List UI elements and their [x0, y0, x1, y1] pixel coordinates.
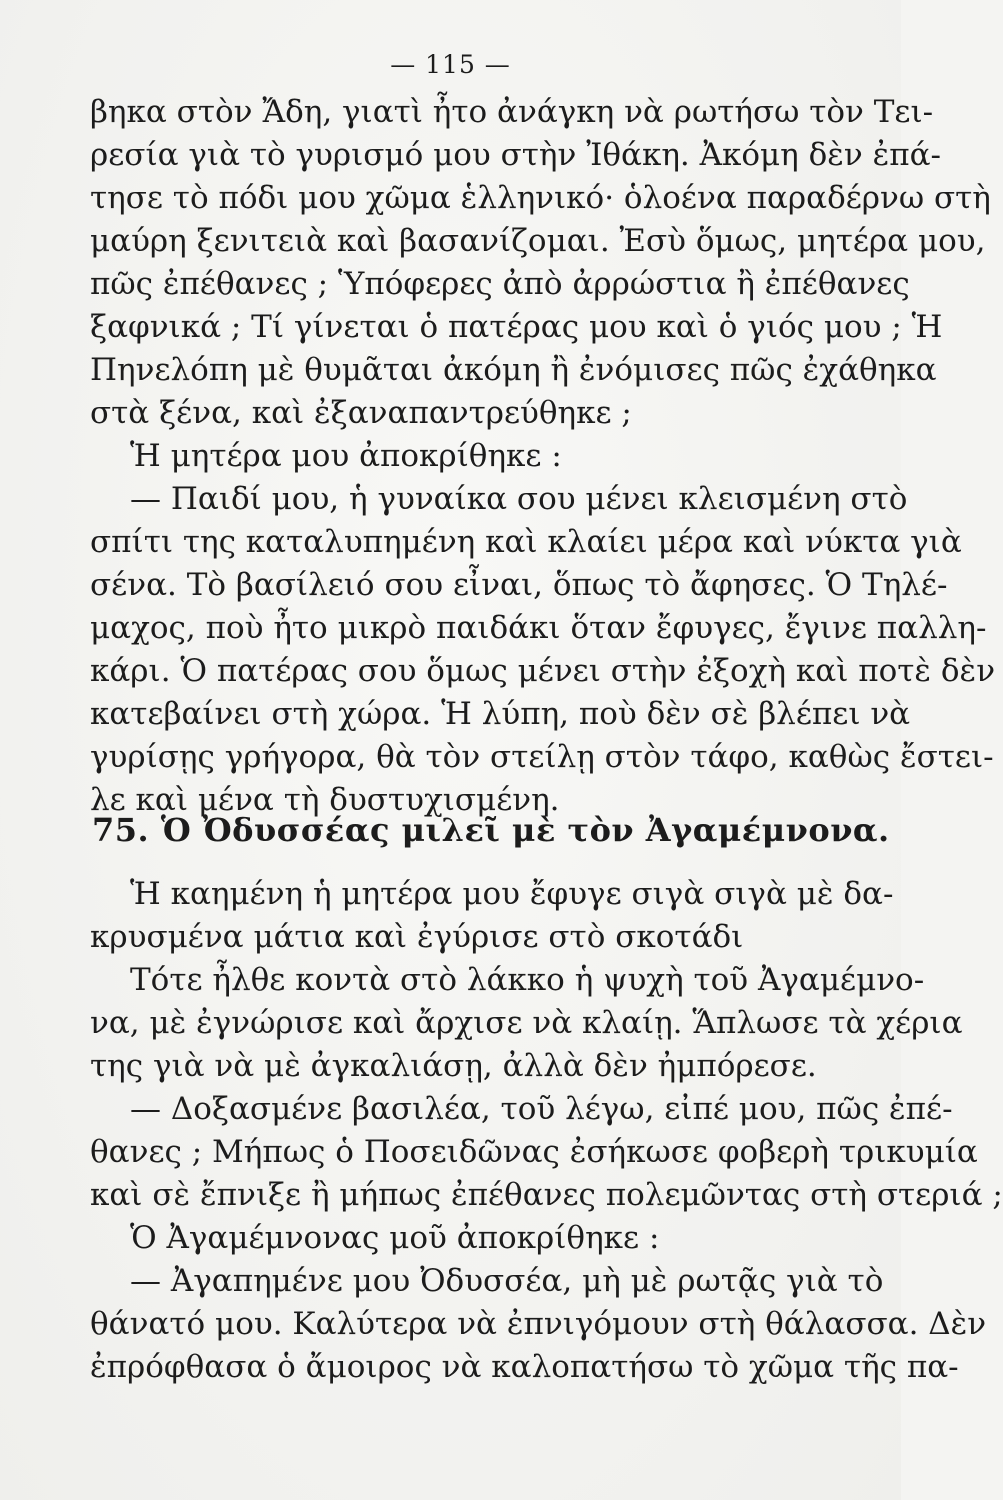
text-line: μαύρη ξενιτειὰ καὶ βασανίζομαι. Ἐσὺ ὅμως, μητέρα μου, — [90, 223, 986, 259]
text-line: στὰ ξένα, καὶ ἐξαναπαντρεύθηκε ; — [90, 395, 632, 431]
text-line: θάνατό μου. Καλύτερα νὰ ἐπνιγόμουν στὴ θάλασσα. Δὲν — [90, 1306, 987, 1342]
text-line: κάρι. Ὁ πατέρας σου ὅμως μένει στὴν ἐξοχὴ καὶ ποτὲ δὲν — [90, 653, 996, 689]
text-line: Ὁ Ἀγαμέμνονας μοῦ ἀποκρίθηκε : — [130, 1220, 660, 1256]
text-line: — Ἀγαπημένε μου Ὀδυσσέα, μὴ μὲ ρωτᾷς γιὰ τὸ — [130, 1263, 884, 1299]
text-block-before-heading — [90, 91, 996, 822]
text-line: πῶς ἐπέθανες ; Ὑπόφερες ἀπὸ ἀρρώστια ἢ ἐπέθανες — [90, 266, 910, 302]
text-line: Τότε ἦλθε κοντὰ στὸ λάκκο ἡ ψυχὴ τοῦ Ἀγαμέμνο- — [130, 962, 925, 998]
section-heading: 75. Ὁ Ὀδυσσέας μιλεῖ μὲ τὸν Ἀγαμέμνονα. — [92, 811, 890, 849]
text-line: μαχος, ποὺ ἦτο μικρὸ παιδάκι ὅταν ἔφυγες, ἔγινε παλλη- — [90, 610, 987, 646]
text-line: της γιὰ νὰ μὲ ἀγκαλιάσῃ, ἀλλὰ δὲν ἠμπόρεσε. — [90, 1048, 817, 1084]
text-line: λε καὶ μένα τὴ δυστυχισμένη. — [90, 782, 560, 818]
text-line: γυρίσῃς γρήγορα, θὰ τὸν στείλῃ στὸν τάφο, καθὼς ἔστει- — [90, 739, 994, 775]
text-line: Ἡ μητέρα μου ἀποκρίθηκε : — [130, 438, 562, 474]
text-line: να, μὲ ἐγνώρισε καὶ ἄρχισε νὰ κλαίῃ. Ἅπλωσε τὰ χέρια — [90, 1005, 963, 1041]
text-line: ρεσία γιὰ τὸ γυρισμό μου στὴν Ἰθάκη. Ἀκόμη δὲν ἐπά- — [90, 137, 942, 173]
page-number: — 115 — — [390, 50, 511, 79]
text-line: — Παιδί μου, ἡ γυναίκα σου μένει κλεισμένη στὸ — [130, 481, 908, 517]
text-line: Πηνελόπη μὲ θυμᾶται ἀκόμη ἢ ἐνόμισες πῶς ἐχάθηκα — [90, 352, 937, 388]
text-line: σένα. Τὸ βασίλειό σου εἶναι, ὅπως τὸ ἄφησες. Ὁ Τηλέ- — [90, 567, 948, 603]
text-line: θανες ; Μήπως ὁ Ποσειδῶνας ἐσήκωσε φοβερὴ τρικυμία — [90, 1134, 978, 1170]
text-line: — Δοξασμένε βασιλέα, τοῦ λέγω, εἰπέ μου, πῶς ἐπέ- — [130, 1091, 953, 1127]
text-line: ἐπρόφθασα ὁ ἄμοιρος νὰ καλοπατήσω τὸ χῶμα τῆς πα- — [90, 1349, 959, 1385]
text-line: κατεβαίνει στὴ χώρα. Ἡ λύπη, ποὺ δὲν σὲ βλέπει νὰ — [90, 696, 911, 732]
text-line: τησε τὸ πόδι μου χῶμα ἑλληνικό· ὁλοένα παραδέρνω στὴ — [90, 180, 991, 216]
text-line: ξαφνικά ; Τί γίνεται ὁ πατέρας μου καὶ ὁ γιός μου ; Ἡ — [90, 309, 943, 345]
text-line: βηκα στὸν Ἄδη, γιατὶ ἦτο ἀνάγκη νὰ ρωτήσω τὸν Τει- — [90, 94, 934, 130]
text-line: καὶ σὲ ἔπνιξε ἢ μήπως ἐπέθανες πολεμῶντας στὴ στεριά ; — [90, 1177, 1003, 1213]
text-line: κρυσμένα μάτια καὶ ἐγύρισε στὸ σκοτάδι — [90, 919, 744, 955]
text-line: Ἡ καημένη ἡ μητέρα μου ἔφυγε σιγὰ σιγὰ μὲ δα- — [130, 876, 894, 912]
text-line: σπίτι της καταλυπημένη καὶ κλαίει μέρα καὶ νύκτα γιὰ — [90, 524, 962, 560]
text-block-after-heading — [90, 873, 1003, 1389]
